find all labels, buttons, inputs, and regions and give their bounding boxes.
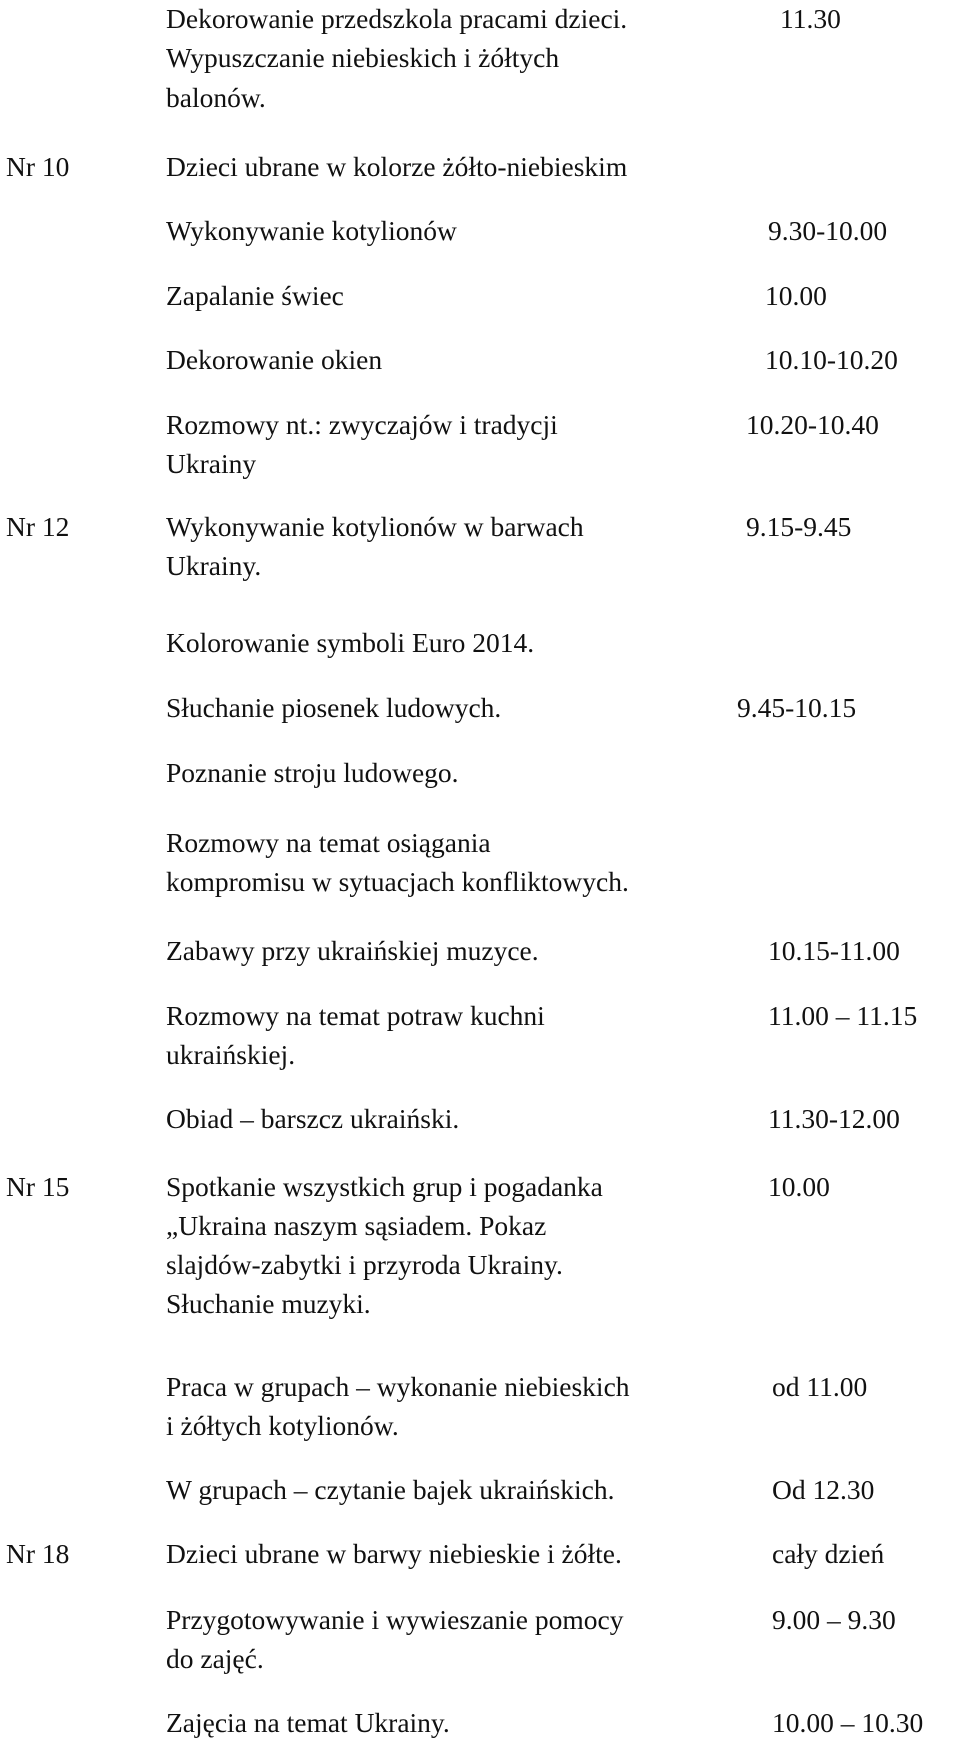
activity-text: Ukrainy. bbox=[166, 550, 262, 581]
activity-text: Poznanie stroju ludowego. bbox=[166, 757, 459, 788]
activity-time: 10.00 – 10.30 bbox=[772, 1707, 924, 1738]
activity-text: Zabawy przy ukraińskiej muzyce. bbox=[166, 935, 539, 966]
activity-text: W grupach – czytanie bajek ukraińskich. bbox=[166, 1474, 615, 1505]
activity-text: Wykonywanie kotylionów bbox=[166, 215, 457, 246]
activity-time: 10.00 bbox=[765, 280, 827, 311]
group-label-nr10: Nr 10 bbox=[6, 151, 70, 182]
activity-time: 11.00 – 11.15 bbox=[768, 1000, 918, 1031]
activity-text: Przygotowywanie i wywieszanie pomocy bbox=[166, 1604, 624, 1635]
activity-time: 9.30-10.00 bbox=[768, 215, 888, 246]
activity-text: ukraińskiej. bbox=[166, 1039, 296, 1070]
activity-time: 11.30 bbox=[780, 3, 841, 34]
activity-text: Dekorowanie okien bbox=[166, 344, 383, 375]
activity-time: 10.15-11.00 bbox=[768, 935, 900, 966]
activity-text: Dzieci ubrane w barwy niebieskie i żółte. bbox=[166, 1538, 622, 1569]
activity-text: Dzieci ubrane w kolorze żółto-niebieskim bbox=[166, 151, 628, 182]
activity-text: Praca w grupach – wykonanie niebieskich bbox=[166, 1371, 630, 1402]
activity-text: slajdów-zabytki i przyroda Ukrainy. bbox=[166, 1249, 563, 1280]
activity-time: od 11.00 bbox=[772, 1371, 868, 1402]
activity-text: Spotkanie wszystkich grup i pogadanka bbox=[166, 1171, 603, 1202]
activity-text: Słuchanie muzyki. bbox=[166, 1288, 371, 1319]
activity-text: Wypuszczanie niebieskich i żółtych bbox=[166, 42, 560, 73]
group-label-nr15: Nr 15 bbox=[6, 1171, 70, 1202]
activity-text: Zapalanie świec bbox=[166, 280, 344, 311]
activity-time: cały dzień bbox=[772, 1538, 885, 1569]
group-label-nr18: Nr 18 bbox=[6, 1538, 70, 1569]
group-label-nr12: Nr 12 bbox=[6, 511, 70, 542]
activity-time: 10.20-10.40 bbox=[746, 409, 879, 440]
activity-text: Słuchanie piosenek ludowych. bbox=[166, 692, 502, 723]
activity-text: Ukrainy bbox=[166, 448, 257, 479]
activity-text: kompromisu w sytuacjach konfliktowych. bbox=[166, 866, 629, 897]
activity-text: Obiad – barszcz ukraiński. bbox=[166, 1103, 460, 1134]
activity-time: 10.10-10.20 bbox=[765, 344, 898, 375]
activity-text: „Ukraina naszym sąsiadem. Pokaz bbox=[166, 1210, 547, 1241]
activity-time: Od 12.30 bbox=[772, 1474, 875, 1505]
activity-text: Zajęcia na temat Ukrainy. bbox=[166, 1707, 450, 1738]
activity-time: 9.00 – 9.30 bbox=[772, 1604, 896, 1635]
activity-text: Kolorowanie symboli Euro 2014. bbox=[166, 627, 535, 658]
activity-text: Dekorowanie przedszkola pracami dzieci. bbox=[166, 3, 628, 34]
activity-time: 11.30-12.00 bbox=[768, 1103, 900, 1134]
activity-text: Rozmowy na temat osiągania bbox=[166, 827, 491, 858]
activity-text: Rozmowy na temat potraw kuchni bbox=[166, 1000, 545, 1031]
activity-text: Rozmowy nt.: zwyczajów i tradycji bbox=[166, 409, 558, 440]
activity-text: Wykonywanie kotylionów w barwach bbox=[166, 511, 584, 542]
activity-time: 9.15-9.45 bbox=[746, 511, 852, 542]
activity-text: do zajęć. bbox=[166, 1643, 264, 1674]
activity-text: balonów. bbox=[166, 82, 266, 113]
activity-time: 9.45-10.15 bbox=[737, 692, 857, 723]
activity-text: i żółtych kotylionów. bbox=[166, 1410, 399, 1441]
activity-time: 10.00 bbox=[768, 1171, 830, 1202]
